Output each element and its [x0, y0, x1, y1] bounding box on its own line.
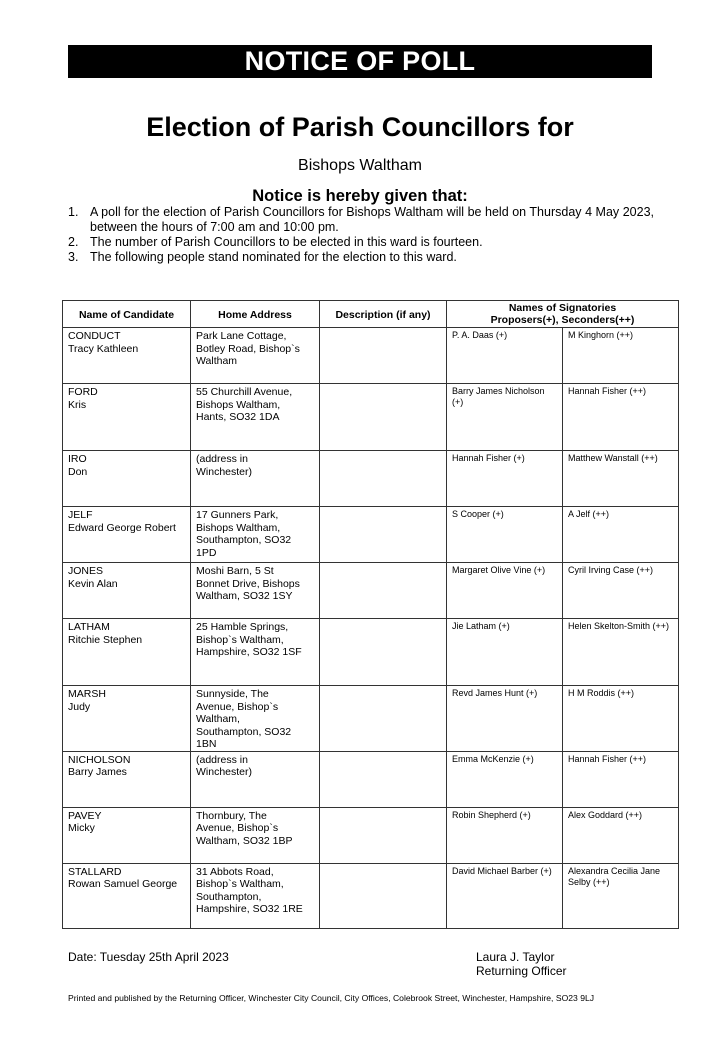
notice-number: 2.: [68, 235, 79, 249]
candidate-description-cell: [320, 751, 447, 807]
seconder-cell: M Kinghorn (++): [563, 328, 679, 384]
address-line: Waltham: [196, 355, 238, 367]
returning-officer: [476, 950, 567, 978]
officer-name: Laura J. Taylor: [476, 950, 555, 964]
notice-text: The following people stand nominated for the election to this ward.: [90, 250, 457, 264]
candidate-address-cell: [191, 686, 320, 752]
candidates-table: [62, 300, 679, 929]
address-line: Winchester): [196, 766, 253, 778]
candidate-forenames: Kevin Alan: [68, 577, 118, 590]
notice-list: [68, 205, 654, 265]
candidate-address-cell: [191, 507, 320, 563]
notice-item: [68, 250, 654, 265]
notice-number: 3.: [68, 250, 79, 264]
address-line: Southampton, SO32: [196, 725, 292, 738]
candidate-name-cell: [63, 751, 191, 807]
candidate-address-cell: [191, 619, 320, 686]
candidate-forenames: Barry James: [68, 766, 127, 778]
candidate-name-cell: [63, 563, 191, 619]
candidate-description-cell: [320, 686, 447, 752]
table-row: [63, 563, 679, 619]
candidate-description-cell: [320, 507, 447, 563]
address-line: Hampshire, SO32 1SF: [196, 646, 302, 658]
candidate-forenames: Ritchie Stephen: [68, 633, 143, 646]
address-line: Waltham, SO32 1SY: [196, 590, 293, 602]
notice-item: [68, 235, 654, 250]
candidate-description-cell: [320, 863, 447, 928]
proposer-cell: Barry James Nicholson (+): [447, 384, 563, 451]
seconder-cell: Cyril Irving Case (++): [563, 563, 679, 619]
address-line: (address in: [196, 453, 248, 465]
candidate-address-cell: [191, 863, 320, 928]
candidate-name-cell: [63, 328, 191, 384]
notice-text: A poll for the election of Parish Councillors for Bishops Waltham will be held on Thursday 4 May 2023, between the hours of 7:00 am and 10:00 pm.: [90, 205, 654, 234]
candidate-forenames: Edward George Robert: [68, 521, 176, 534]
table-row: [63, 384, 679, 451]
candidate-surname: PAVEY: [68, 809, 102, 822]
candidate-address-cell: [191, 751, 320, 807]
imprint-footer: Printed and published by the Returning Officer, Winchester City Council, City Offices, Colebrook Street, Winchester, Hampshire, SO23 9LJ: [68, 993, 595, 1003]
candidate-description-cell: [320, 451, 447, 507]
proposer-cell: Emma McKenzie (+): [447, 751, 563, 807]
table-header-row: [63, 301, 679, 328]
proposer-cell: Revd James Hunt (+): [447, 686, 563, 752]
candidate-name-cell: [63, 384, 191, 451]
proposer-cell: Robin Shepherd (+): [447, 807, 563, 863]
candidate-surname: JELF: [68, 509, 93, 521]
notice-heading: Notice is hereby given that:: [252, 187, 468, 205]
table-row: [63, 451, 679, 507]
address-line: Winchester): [196, 465, 253, 478]
address-line: Moshi Barn, 5 St: [196, 565, 274, 577]
proposer-cell: Margaret Olive Vine (+): [447, 563, 563, 619]
address-line: 1PD: [196, 546, 217, 559]
address-line: Avenue, Bishop`s: [196, 700, 279, 713]
address-line: Waltham,: [196, 713, 240, 725]
notice-text: The number of Parish Councillors to be elected in this ward is fourteen.: [90, 235, 483, 249]
candidate-surname: LATHAM: [68, 621, 110, 633]
address-line: Hampshire, SO32 1RE: [196, 903, 303, 915]
table-row: [63, 686, 679, 752]
candidate-surname: CONDUCT: [68, 330, 121, 342]
candidate-description-cell: [320, 807, 447, 863]
proposer-cell: Jie Latham (+): [447, 619, 563, 686]
header-home-address: Home Address: [191, 301, 320, 328]
seconder-cell: A Jelf (++): [563, 507, 679, 563]
address-line: Southampton, SO32: [196, 534, 292, 546]
address-line: Bishops Waltham,: [196, 521, 281, 534]
seconder-cell: Alex Goddard (++): [563, 807, 679, 863]
candidate-description-cell: [320, 563, 447, 619]
candidate-name-cell: [63, 451, 191, 507]
candidate-description-cell: [320, 619, 447, 686]
table-row: [63, 863, 679, 928]
candidate-surname: STALLARD: [68, 865, 122, 878]
candidates-table-body: [63, 328, 679, 929]
address-line: Waltham, SO32 1BP: [196, 834, 293, 847]
candidate-surname: NICHOLSON: [68, 753, 131, 766]
table-row: [63, 619, 679, 686]
address-line: 25 Hamble Springs,: [196, 621, 289, 633]
candidate-name-cell: [63, 686, 191, 752]
table-row: [63, 807, 679, 863]
seconder-cell: Hannah Fisher (++): [563, 751, 679, 807]
address-line: Park Lane Cottage,: [196, 330, 287, 342]
candidate-surname: JONES: [68, 565, 104, 577]
seconder-cell: H M Roddis (++): [563, 686, 679, 752]
header-signatories: Names of Signatories Proposers(+), Seconders(++): [447, 301, 679, 328]
address-line: 55 Churchill Avenue,: [196, 386, 293, 398]
notice-item: [68, 205, 654, 235]
candidate-address-cell: [191, 563, 320, 619]
address-line: Southampton,: [196, 890, 262, 903]
candidate-surname: FORD: [68, 386, 98, 398]
table-row: [63, 751, 679, 807]
address-line: Bonnet Drive, Bishops: [196, 577, 300, 590]
candidate-surname: IRO: [68, 453, 87, 465]
candidate-surname: MARSH: [68, 688, 106, 700]
candidate-address-cell: [191, 328, 320, 384]
candidate-forenames: Kris: [68, 398, 87, 411]
parish-name: Bishops Waltham: [298, 157, 422, 174]
proposer-cell: David Michael Barber (+): [447, 863, 563, 928]
address-line: Bishop`s Waltham,: [196, 878, 284, 890]
address-line: Bishops Waltham,: [196, 398, 281, 411]
table-row: [63, 507, 679, 563]
candidate-description-cell: [320, 328, 447, 384]
candidate-address-cell: [191, 384, 320, 451]
proposer-cell: P. A. Daas (+): [447, 328, 563, 384]
notice-number: 1.: [68, 205, 79, 219]
address-line: Avenue, Bishop`s: [196, 822, 279, 834]
candidate-address-cell: [191, 807, 320, 863]
candidate-forenames: Rowan Samuel George: [68, 878, 178, 890]
proposer-cell: S Cooper (+): [447, 507, 563, 563]
table-row: [63, 328, 679, 384]
seconder-cell: Matthew Wanstall (++): [563, 451, 679, 507]
seconder-cell: Helen Skelton-Smith (++): [563, 619, 679, 686]
address-line: (address in: [196, 753, 248, 766]
header-name-of-candidate: Name of Candidate: [63, 301, 191, 328]
header-description: Description (if any): [320, 301, 447, 328]
address-line: Thornbury, The: [196, 809, 267, 822]
officer-title: Returning Officer: [476, 964, 567, 978]
address-line: Hants, SO32 1DA: [196, 411, 280, 423]
notice-of-poll-banner: NOTICE OF POLL: [68, 45, 652, 78]
address-line: Sunnyside, The: [196, 688, 269, 700]
candidate-name-cell: [63, 807, 191, 863]
address-line: 1BN: [196, 738, 217, 750]
election-title: Election of Parish Councillors for: [146, 112, 574, 142]
seconder-cell: Alexandra Cecilia Jane Selby (++): [563, 863, 679, 928]
candidate-forenames: Judy: [68, 700, 91, 713]
address-line: Botley Road, Bishop`s: [196, 342, 300, 355]
address-line: Bishop`s Waltham,: [196, 633, 284, 646]
candidate-description-cell: [320, 384, 447, 451]
candidate-address-cell: [191, 451, 320, 507]
address-line: 31 Abbots Road,: [196, 865, 274, 878]
candidate-forenames: Micky: [68, 822, 95, 834]
candidate-name-cell: [63, 863, 191, 928]
notice-date: Date: Tuesday 25th April 2023: [68, 950, 229, 964]
candidate-name-cell: [63, 619, 191, 686]
seconder-cell: Hannah Fisher (++): [563, 384, 679, 451]
proposer-cell: Hannah Fisher (+): [447, 451, 563, 507]
candidate-forenames: Tracy Kathleen: [68, 342, 139, 355]
candidate-name-cell: [63, 507, 191, 563]
address-line: 17 Gunners Park,: [196, 509, 279, 521]
candidate-forenames: Don: [68, 465, 88, 478]
